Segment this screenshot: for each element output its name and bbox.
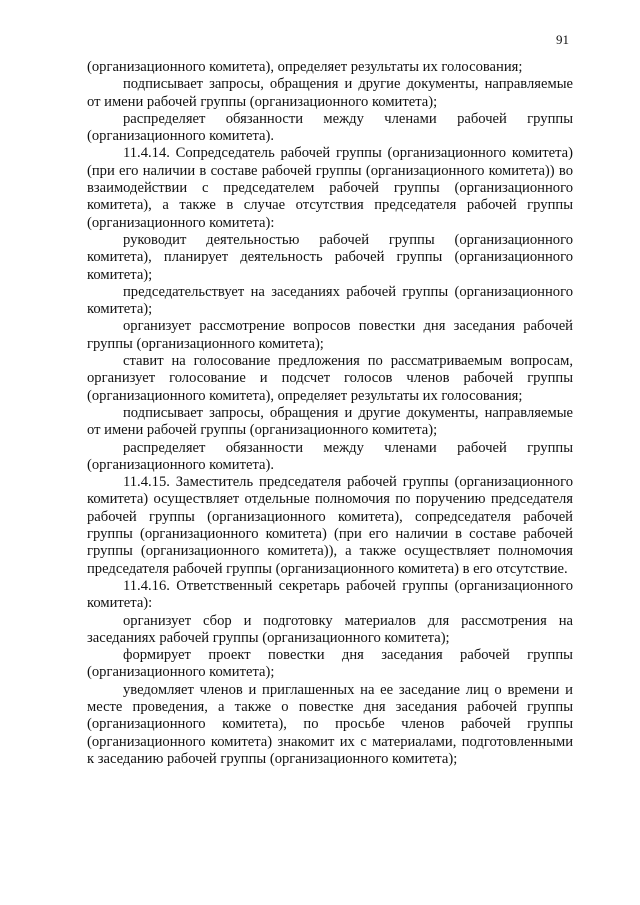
paragraph: организует сбор и подготовку материалов для рассмотрения на заседаниях рабочей группы (организационного комитета); [87, 612, 573, 646]
section-11-4-15: 11.4.15. Заместитель председателя рабочей группы (организационного комитета) осуществляет отдельные полномочия по поручению председателя рабочей группы (организационного комитета), сопредседателя рабочей группы (организационного комитета) (при его наличии в составе рабочей группы (организационного комитета)), а также осуществляет полномочия председателя рабочей группы (организационного комитета) в его отсутствие. [87, 474, 573, 577]
section-11-4-14: 11.4.14. Сопредседатель рабочей группы (организационного комитета) (при его наличии в составе рабочей группы (организационного комитета)) во взаимодействии с председателем рабочей группы (организационного комитета), а также в случае отсутствия председателя рабочей группы (организационного комитета): [87, 145, 573, 231]
paragraph: формирует проект повестки дня заседания рабочей группы (организационного комитета); [87, 647, 573, 681]
paragraph: подписывает запросы, обращения и другие документы, направляемые от имени рабочей группы (организационного комитета); [87, 404, 573, 439]
page-number: 91 [556, 32, 569, 47]
paragraph: организует рассмотрение вопросов повестки дня заседания рабочей группы (организационного комитета); [87, 318, 573, 352]
paragraph: (организационного комитета), определяет результаты их голосования; [87, 59, 523, 75]
paragraph: председательствует на заседаниях рабочей группы (организационного комитета); [87, 283, 573, 318]
paragraph: распределяет обязанности между членами рабочей группы (организационного комитета). [87, 439, 573, 473]
paragraph: уведомляет членов и приглашенных на ее заседание лиц о времени и месте проведения, а также о повестке дня заседания рабочей группы (организационного комитета), по просьбе членов рабочей группы (организационного комитета) знакомит их с материалами, подготовленными к заседанию рабочей группы (организационного комитета); [87, 681, 573, 767]
paragraph: распределяет обязанности между членами рабочей группы (организационного комитета). [87, 110, 573, 145]
document-body [87, 59, 573, 768]
paragraph: подписывает запросы, обращения и другие документы, направляемые от имени рабочей группы (организационного комитета); [87, 76, 573, 110]
section-11-4-16: 11.4.16. Ответственный секретарь рабочей группы (организационного комитета): [87, 577, 573, 612]
paragraph: руководит деятельностью рабочей группы (организационного комитета), планирует деятельность рабочей группы (организационного комитета); [87, 231, 573, 283]
paragraph: ставит на голосование предложения по рассматриваемым вопросам, организует голосование и подсчет голосов членов рабочей группы (организационного комитета), определяет результаты их голосования; [87, 353, 573, 404]
